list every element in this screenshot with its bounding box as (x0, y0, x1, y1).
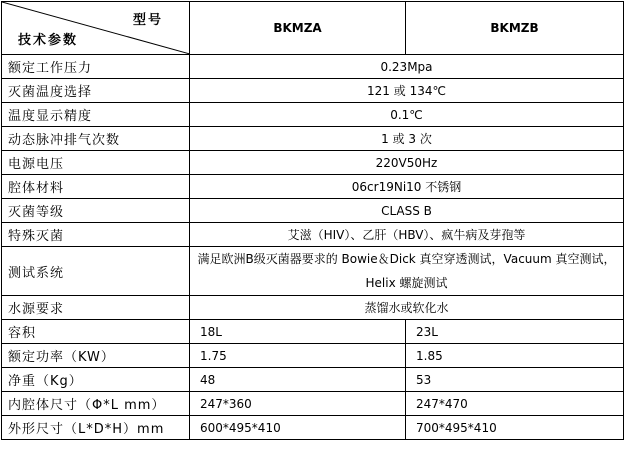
row-value: 0.23Mpa (190, 55, 624, 79)
value-bkmzb: 700*495*410 (406, 416, 624, 440)
value-bkmza: 600*495*410 (190, 416, 406, 440)
row-label: 特殊灭菌 (2, 223, 190, 247)
row-label: 额定工作压力 (2, 55, 190, 79)
table-row (2, 296, 624, 320)
column-header-bkmzb: BKMZB (406, 2, 624, 55)
row-value: 220V50Hz (190, 151, 624, 175)
spec-table (1, 1, 624, 440)
value-bkmza: 247*360 (190, 392, 406, 416)
row-label: 电源电压 (2, 151, 190, 175)
row-label: 动态脉冲排气次数 (2, 127, 190, 151)
table-row (2, 199, 624, 223)
table-row (2, 79, 624, 103)
header-row (2, 2, 624, 55)
table-row (2, 344, 624, 368)
column-header-bkmza: BKMZA (190, 2, 406, 55)
model-header-label: 型号 (132, 13, 163, 28)
row-value: 06cr19Ni10 不锈钢 (190, 175, 624, 199)
table-row (2, 392, 624, 416)
table-row (2, 223, 624, 247)
row-value: 121 或 134℃ (190, 79, 624, 103)
row-label: 水源要求 (2, 296, 190, 320)
value-bkmza: 18L (190, 320, 406, 344)
diagonal-header-cell (2, 2, 190, 55)
value-bkmzb: 247*470 (406, 392, 624, 416)
table-row (2, 103, 624, 127)
row-value: 艾滋（HIV）、乙肝（HBV）、疯牛病及芽孢等 (190, 223, 624, 247)
value-bkmzb: 53 (406, 368, 624, 392)
table-row (2, 55, 624, 79)
table-row (2, 175, 624, 199)
row-label: 额定功率（KW） (2, 344, 190, 368)
row-label: 外形尺寸（L*D*H）mm (2, 416, 190, 440)
row-label: 温度显示精度 (2, 103, 190, 127)
table-row (2, 247, 624, 296)
value-bkmza: 1.75 (190, 344, 406, 368)
row-label: 灭菌温度选择 (2, 79, 190, 103)
table-row (2, 151, 624, 175)
row-label: 容积 (2, 320, 190, 344)
row-value: 满足欧洲B级灭菌器要求的 Bowie＆Dick 真空穿透测试，Vacuum 真空测试，Helix 螺旋测试 (190, 247, 624, 296)
table-row (2, 127, 624, 151)
row-label: 灭菌等级 (2, 199, 190, 223)
row-value: 0.1℃ (190, 103, 624, 127)
row-value: 蒸馏水或软化水 (190, 296, 624, 320)
row-label: 内腔体尺寸（Φ*L mm） (2, 392, 190, 416)
value-bkmza: 48 (190, 368, 406, 392)
row-label: 腔体材料 (2, 175, 190, 199)
table-row (2, 320, 624, 344)
table-row (2, 416, 624, 440)
table-row (2, 368, 624, 392)
value-bkmzb: 23L (406, 320, 624, 344)
row-label: 测试系统 (2, 247, 190, 296)
param-header-label: 技术参数 (18, 33, 79, 48)
row-label: 净重（Kg） (2, 368, 190, 392)
row-value: 1 或 3 次 (190, 127, 624, 151)
row-value: CLASS B (190, 199, 624, 223)
value-bkmzb: 1.85 (406, 344, 624, 368)
